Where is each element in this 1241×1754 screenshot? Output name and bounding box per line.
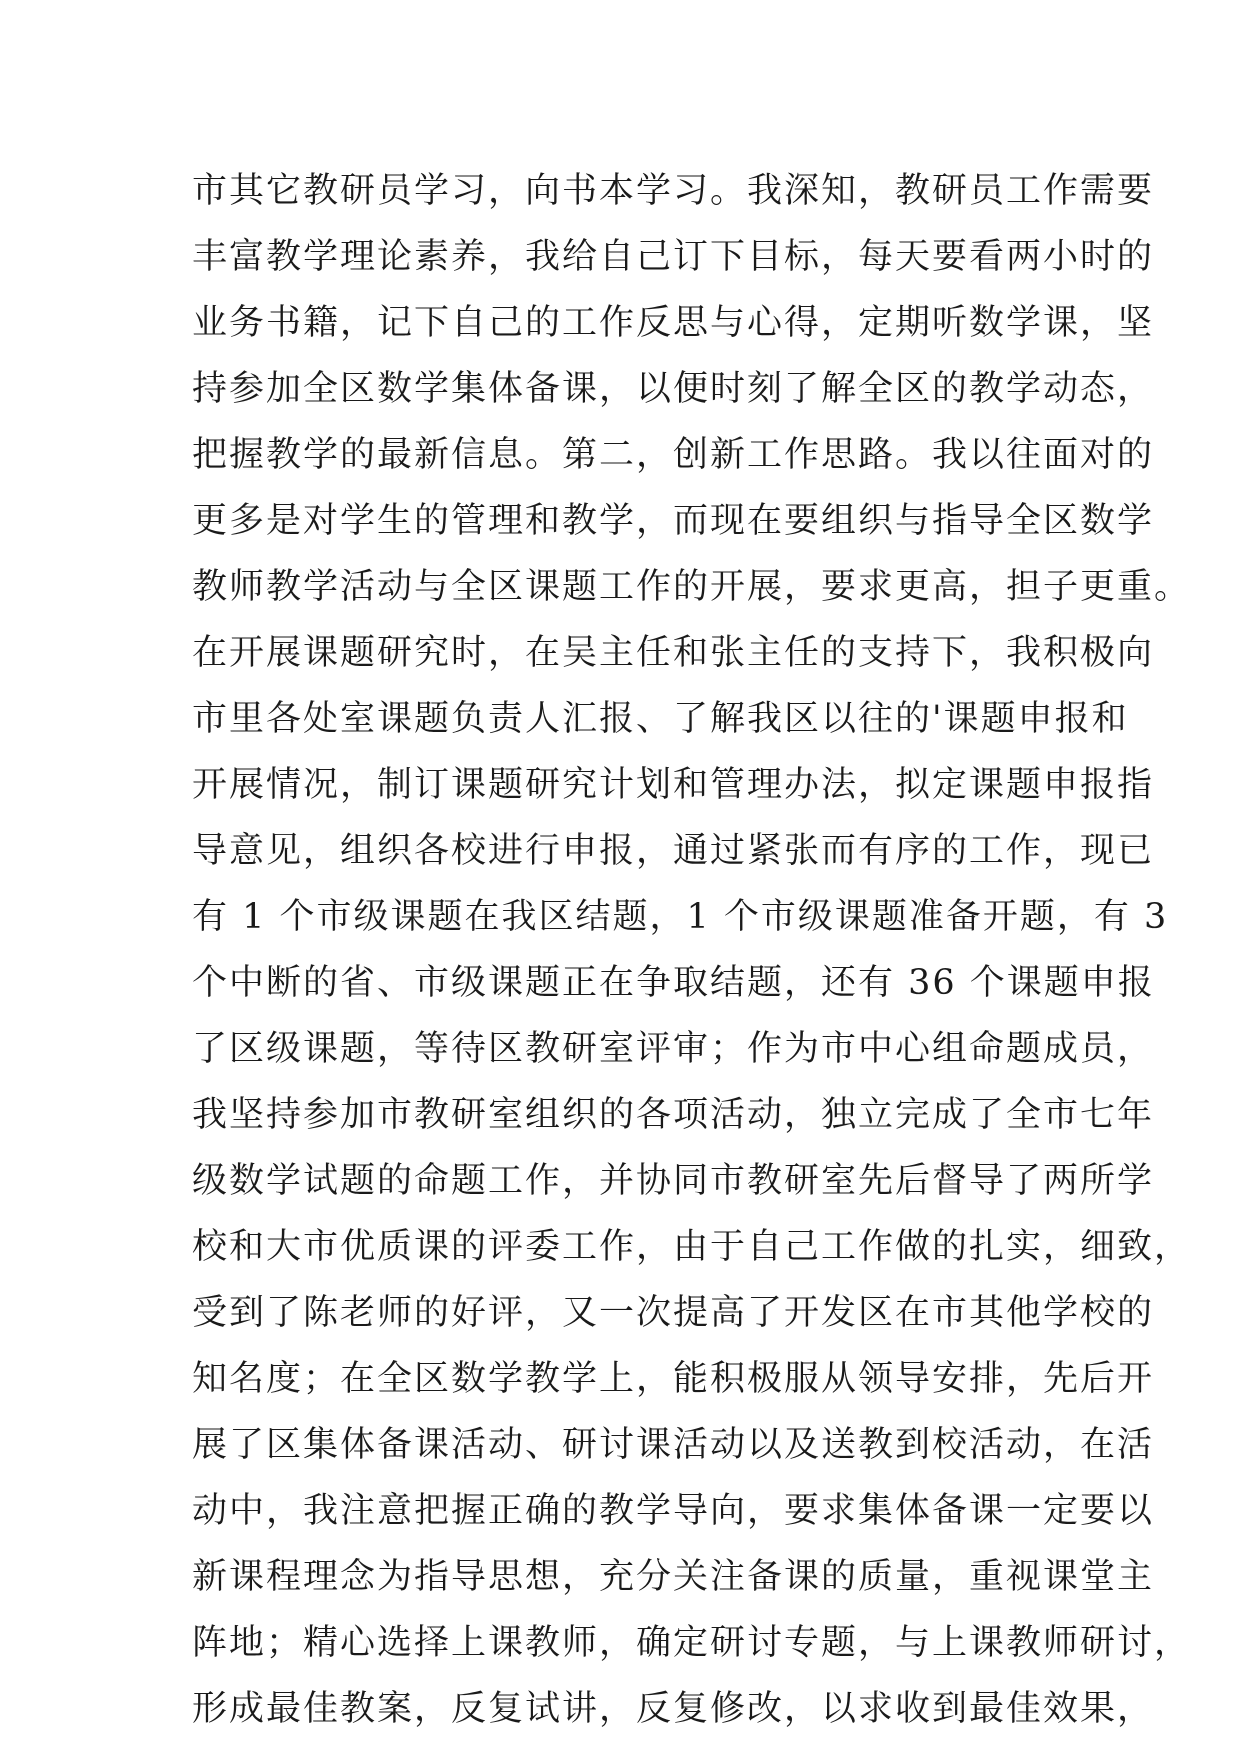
text-line: 持参加全区数学集体备课，以便时刻了解全区的教学动态， [192,369,1155,409]
text-line: 有 1 个市级课题在我区结题，1 个市级课题准备开题，有 3 [192,897,1169,937]
text-line: 展了区集体备课活动、研讨课活动以及送教到校活动，在活 [192,1425,1155,1465]
text-line: 开展情况，制订课题研究计划和管理办法，拟定课题申报指 [192,765,1155,805]
text-line: 新课程理念为指导思想，充分关注备课的质量，重视课堂主 [192,1557,1155,1597]
text-line: 市其它教研员学习，向书本学习。我深知，教研员工作需要 [192,171,1155,211]
text-line: 级数学试题的命题工作，并协同市教研室先后督导了两所学 [192,1161,1155,1201]
text-line: 市里各处室课题负责人汇报、了解我区以往的'课题申报和 [192,699,1129,739]
text-line: 教师教学活动与全区课题工作的开展，要求更高，担子更重。 [192,567,1192,607]
text-line: 形成最佳教案，反复试讲，反复修改，以求收到最佳效果， [192,1689,1155,1729]
text-line: 受到了陈老师的好评，又一次提高了开发区在市其他学校的 [192,1293,1155,1333]
text-line: 阵地；精心选择上课教师，确定研讨专题，与上课教师研讨， [192,1623,1192,1663]
text-line: 个中断的省、市级课题正在争取结题，还有 36 个课题申报 [192,963,1155,1003]
text-line: 业务书籍，记下自己的工作反思与心得，定期听数学课，坚 [192,303,1155,343]
text-line: 把握教学的最新信息。第二，创新工作思路。我以往面对的 [192,435,1155,475]
text-line: 了区级课题，等待区教研室评审；作为市中心组命题成员， [192,1029,1155,1069]
text-line: 知名度；在全区数学教学上，能积极服从领导安排，先后开 [192,1359,1155,1399]
text-line: 动中，我注意把握正确的教学导向，要求集体备课一定要以 [192,1491,1155,1531]
body-text [192,158,1192,1742]
text-line: 导意见，组织各校进行申报，通过紧张而有序的工作，现已 [192,831,1155,871]
text-line: 在开展课题研究时，在吴主任和张主任的支持下，我积极向 [192,633,1155,673]
text-line: 丰富教学理论素养，我给自己订下目标，每天要看两小时的 [192,237,1155,277]
text-line: 校和大市优质课的评委工作，由于自己工作做的扎实，细致， [192,1227,1192,1267]
text-line: 更多是对学生的管理和教学，而现在要组织与指导全区数学 [192,501,1155,541]
text-line: 我坚持参加市教研室组织的各项活动，独立完成了全市七年 [192,1095,1155,1135]
